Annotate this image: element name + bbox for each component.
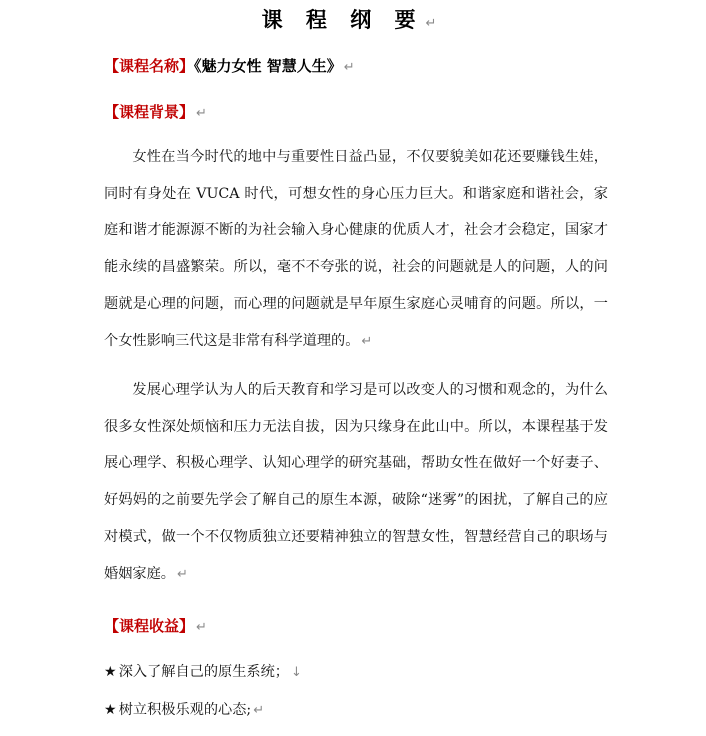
- background-paragraph-1: [104, 139, 608, 360]
- background-label: 【课程背景】: [104, 103, 195, 121]
- return-mark: ↵: [176, 566, 188, 582]
- course-name-label: 【课程名称】: [104, 57, 195, 75]
- line-break-mark: ↓: [291, 665, 302, 680]
- benefit-item-1: [104, 661, 302, 681]
- paragraph-text: 发展心理学认为人的后天教育和学习是可以改变人的习惯和观念的，为什么很多女性深处烦恼和压力无法自拔，因为只缘身在此山中。所以，本课程基于发展心理学、积极心理学、认知心理学的研究基础，帮助女性在做好一个好妻子、好妈妈的之前要先学会了解自己的原生本源，破除“迷雾”的困扰，了解自己的应对模式，做一个不仅物质独立还要精神独立的智慧女性，智慧经营自己的职场与婚姻家庭。: [104, 382, 608, 582]
- return-mark: ↵: [196, 106, 207, 121]
- return-mark: ↵: [343, 60, 355, 75]
- paragraph-text: 女性在当今时代的地中与重要性日益凸显，不仅要貌美如花还要赚钱生娃，同时有身处在 VUCA 时代，可想女性的身心压力巨大。和谐家庭和谐社会，家庭和谐才能源源不断的为社会输入身心健康的优质人才，社会才会稳定，国家才能永续的昌盛繁荣。所以，毫不不夸张的说，社会的问题就是人的问题，人的问题就是心理的问题，而心理的问题就是早年原生家庭心灵哺育的问题。所以，一个女性影响三代这是非常有科学道理的。: [104, 149, 608, 349]
- star-icon: ★: [104, 702, 117, 718]
- return-mark: ↵: [361, 333, 373, 349]
- benefits-heading: [104, 615, 207, 636]
- course-name-value: 《魅力女性 智慧人生》: [194, 57, 342, 75]
- return-mark: ↵: [425, 16, 445, 31]
- background-paragraph-2: [104, 372, 608, 593]
- document-title-text: 课 程 纲 要: [261, 7, 424, 32]
- return-mark: ↵: [196, 620, 207, 635]
- benefit-text: 树立积极乐观的心态;: [118, 702, 252, 718]
- star-icon: ★: [104, 664, 117, 680]
- background-heading: [104, 101, 207, 122]
- return-mark: ↵: [253, 703, 265, 718]
- benefits-label: 【课程收益】: [104, 617, 195, 635]
- course-name-line: [104, 55, 355, 76]
- benefit-item-2: [104, 699, 264, 719]
- document-title: [0, 4, 706, 34]
- benefit-text: 深入了解自己的原生系统；: [118, 664, 289, 680]
